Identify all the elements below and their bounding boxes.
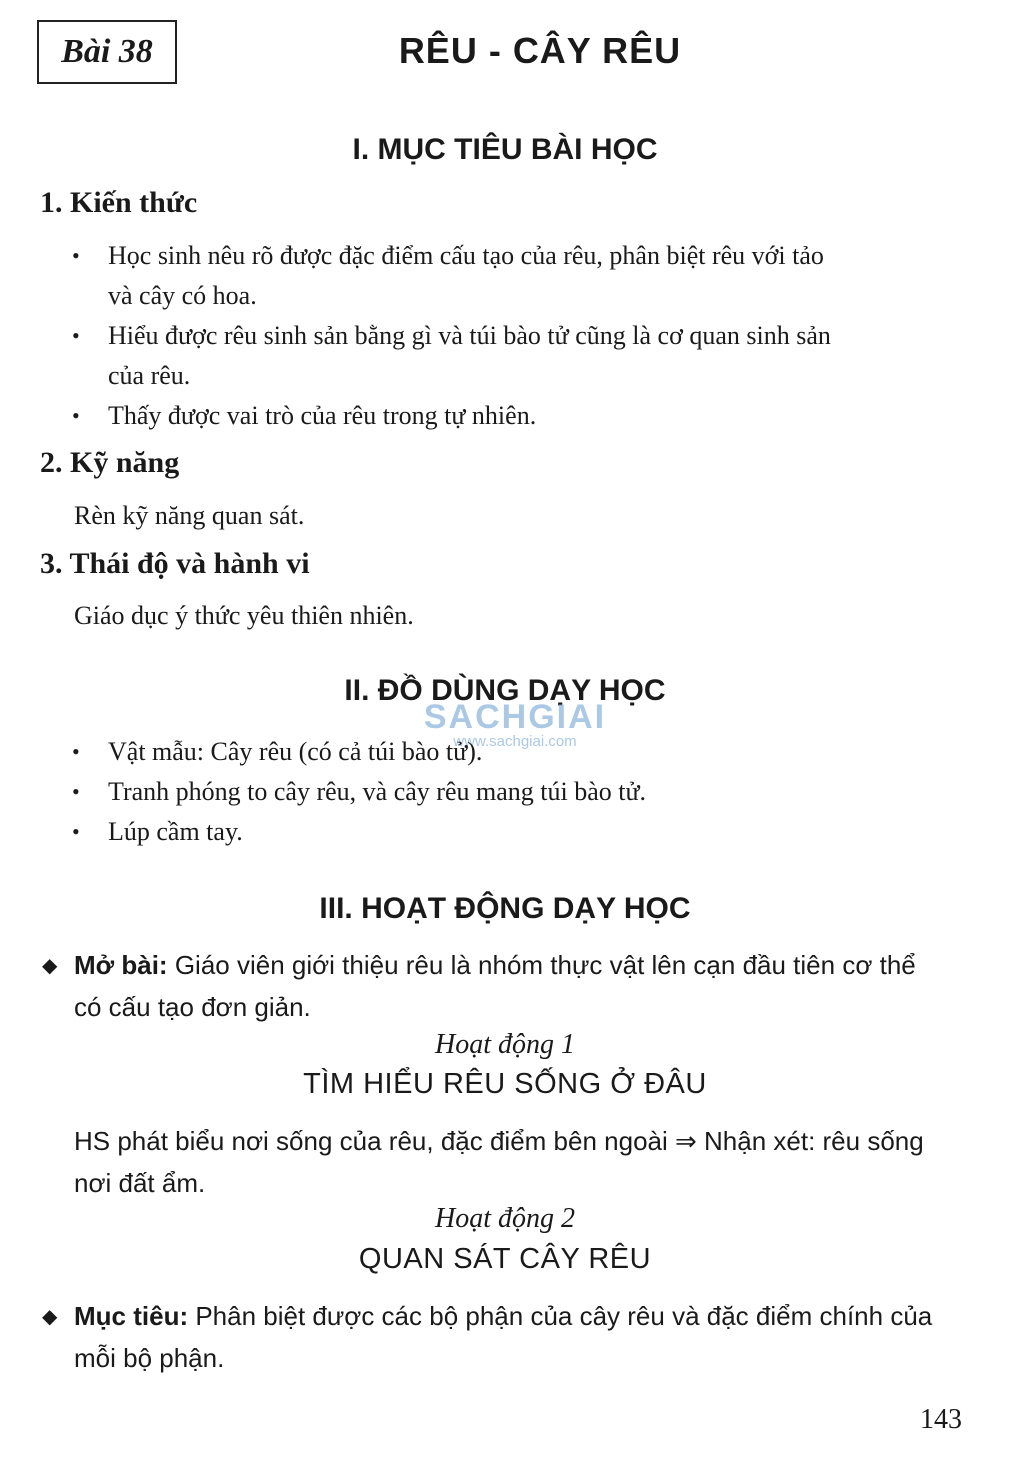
lesson-number-box: Bài 38 [37, 20, 177, 84]
subheading-skills: 2. Kỹ năng [40, 446, 180, 479]
watermark-brand: SACHGIAI [423, 698, 607, 736]
activity-1-line-2: nơi đất ẩm. [74, 1168, 206, 1198]
section-heading-objectives: I. MỤC TIÊU BÀI HỌC [352, 133, 658, 166]
bullet-icon: • [72, 323, 80, 348]
knowledge-line-2: và cây có hoa. [108, 281, 257, 310]
bullet-icon: • [72, 243, 80, 268]
skills-text: Rèn kỹ năng quan sát. [74, 501, 305, 530]
knowledge-line-4: của rêu. [108, 361, 191, 390]
intro-line-1 [74, 944, 970, 986]
activity-2-label: Hoạt động 2 [435, 1203, 575, 1234]
activity-1-line-1: HS phát biểu nơi sống của rêu, đặc điểm bên ngoài ⇒ Nhận xét: rêu sống [74, 1126, 924, 1156]
activity-1-label: Hoạt động 1 [435, 1029, 575, 1060]
section-heading-materials: II. ĐỒ DÙNG DẠY HỌC [344, 674, 666, 707]
materials-item-1: Vật mẫu: Cây rêu (có cả túi bào tử). [108, 737, 483, 766]
bullet-icon: • [72, 819, 80, 844]
intro-line-2: có cấu tạo đơn giản. [74, 992, 311, 1022]
diamond-bullet-icon: ◆ [42, 953, 58, 977]
activity-2-title: QUAN SÁT CÂY RÊU [358, 1243, 652, 1275]
watermark-url: www.sachgiai.com [453, 733, 577, 750]
activity-1-title: TÌM HIỂU RÊU SỐNG Ở ĐÂU [303, 1068, 707, 1100]
goal-label: Mục tiêu: [74, 1301, 189, 1331]
section-heading-activities: III. HOẠT ĐỘNG DẠY HỌC [319, 892, 691, 925]
knowledge-line-3: Hiểu được rêu sinh sản bằng gì và túi bào tử cũng là cơ quan sinh sản [108, 321, 831, 350]
materials-item-2: Tranh phóng to cây rêu, và cây rêu mang túi bào tử. [108, 777, 647, 806]
goal-text: Phân biệt được các bộ phận của cây rêu và đặc điểm chính của [188, 1301, 933, 1331]
bullet-icon: • [72, 403, 80, 428]
lesson-title: RÊU - CÂY RÊU [398, 30, 682, 71]
materials-item-3: Lúp cầm tay. [108, 817, 243, 846]
bullet-icon: • [72, 739, 80, 764]
page-number: 143 [920, 1404, 962, 1435]
intro-text: Giáo viên giới thiệu rêu là nhóm thực vật lên cạn đầu tiên cơ thể [167, 950, 916, 980]
subheading-knowledge: 1. Kiến thức [40, 186, 198, 219]
attitude-text: Giáo dục ý thức yêu thiên nhiên. [74, 601, 414, 630]
knowledge-line-5: Thấy được vai trò của rêu trong tự nhiên. [108, 401, 537, 430]
intro-label: Mở bài: [74, 950, 168, 980]
activity-2-goal-line-1 [74, 1295, 970, 1337]
knowledge-line-1: Học sinh nêu rõ được đặc điểm cấu tạo của rêu, phân biệt rêu với tảo [108, 241, 824, 270]
subheading-attitude: 3. Thái độ và hành vi [40, 547, 310, 580]
bullet-icon: • [72, 779, 80, 804]
diamond-bullet-icon: ◆ [42, 1304, 58, 1328]
activity-2-goal-line-2: mỗi bộ phận. [74, 1343, 225, 1373]
